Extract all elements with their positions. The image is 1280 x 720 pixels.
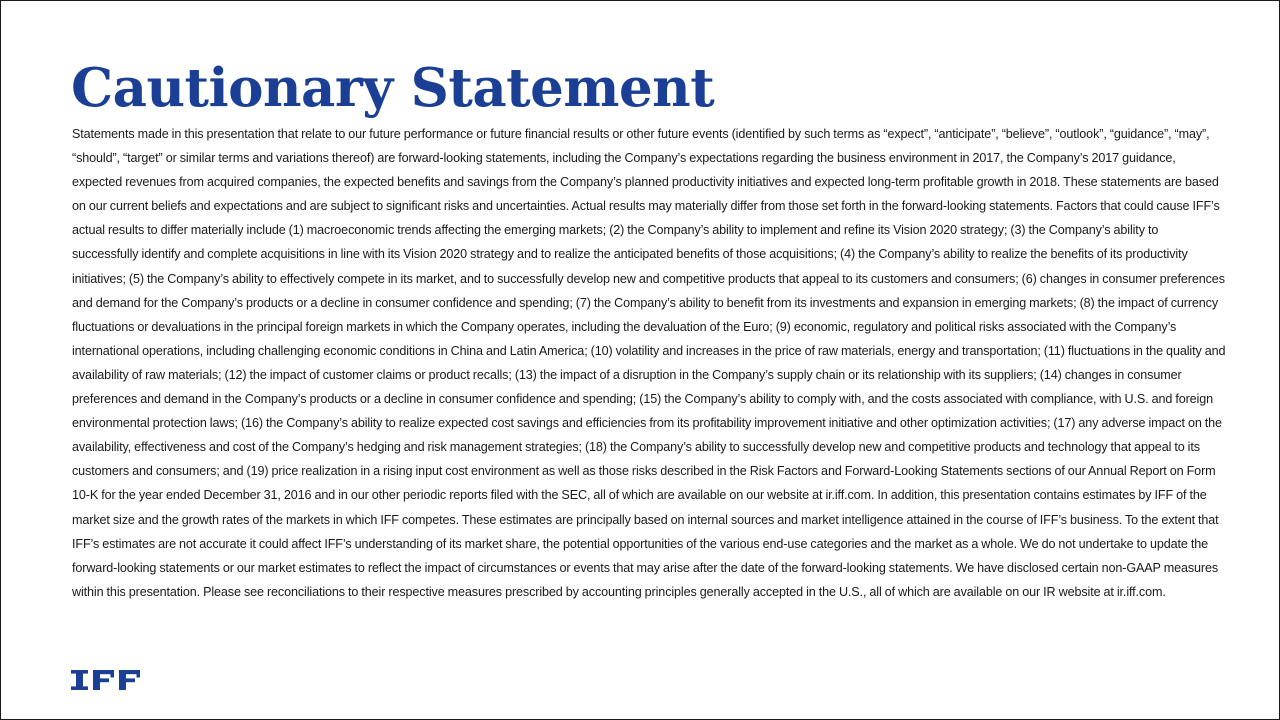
- iff-logo-icon: [71, 670, 144, 690]
- cautionary-statement-text: Statements made in this presentation that relate to our future performance or future financial results or other future events (identified by such terms as “expect”, “anticipate”, “believe”, “outlook”, “guidance”, “may”, “should”, “target” or similar terms and variations thereof) are forward-looking statements, including the Company’s expectations regarding the business environment in 2017, the Company’s 2017 guidance, expected revenues from acquired companies, the expected benefits and savings from the Company’s planned productivity initiatives and expected long-term profitable growth in 2018. These statements are based on our current beliefs and expectations and are subject to significant risks and uncertainties. Actual results may materially differ from those set forth in the forward-looking statements. Factors that could cause IFF’s actual results to differ materially include (1) macroeconomic trends affecting the emerging markets; (2) the Company’s ability to implement and refine its Vision 2020 strategy; (3) the Company’s ability to successfully identify and complete acquisitions in line with its Vision 2020 strategy and to realize the anticipated benefits of those acquisitions; (4) the Company’s ability to realize the benefits of its productivity initiatives; (5) the Company’s ability to effectively compete in its market, and to successfully develop new and competitive products that appeal to its customers and consumers; (6) changes in consumer preferences and demand for the Company’s products or a decline in consumer confidence and spending; (7) the Company’s ability to benefit from its investments and expansion in emerging markets; (8) the impact of currency fluctuations or devaluations in the principal foreign markets in which the Company operates, including the devaluation of the Euro; (9) economic, regulatory and political risks associated with the Company’s international operations, including challenging economic conditions in China and Latin America; (10) volatility and increases in the price of raw materials, energy and transportation; (11) fluctuations in the quality and availability of raw materials; (12) the impact of customer claims or product recalls; (13) the impact of a disruption in the Company’s supply chain or its relationship with its suppliers; (14) changes in consumer preferences and demand in the Company’s products or a decline in consumer confidence and spending; (15) the Company’s ability to comply with, and the costs associated with compliance, with U.S. and foreign environmental protection laws; (16) the Company’s ability to realize expected cost savings and efficiencies from its profitability improvement initiative and other optimization activities; (17) any adverse impact on the availability, effectiveness and cost of the Company’s hedging and risk management strategies; (18) the Company’s ability to successfully develop new and competitive products and technology that appeal to its customers and consumers; and (19) price realization in a rising input cost environment as well as those risks described in the Risk Factors and Forward-Looking Statements sections of our Annual Report on Form 10-K for the year ended December 31, 2016 and in our other periodic reports filed with the SEC, all of which are available on our website at ir.iff.com. In addition, this presentation contains estimates by IFF of the market size and the growth rates of the markets in which IFF competes. These estimates are principally based on internal sources and market intelligence attained in the course of IFF’s business. To the extent that IFF’s estimates are not accurate it could affect IFF’s understanding of its market share, the potential opportunities of the various end-use categories and the market as a whole. We do not undertake to update the forward-looking statements or our market estimates to reflect the impact of circumstances or events that may arise after the date of the forward-looking statements. We have disclosed certain non-GAAP measures within this presentation. Please see reconciliations to their respective measures prescribed by accounting principles generally accepted in the U.S., all of which are available on our IR website at ir.iff.com.: [72, 127, 1226, 599]
- slide-title: Cautionary Statement: [71, 57, 715, 119]
